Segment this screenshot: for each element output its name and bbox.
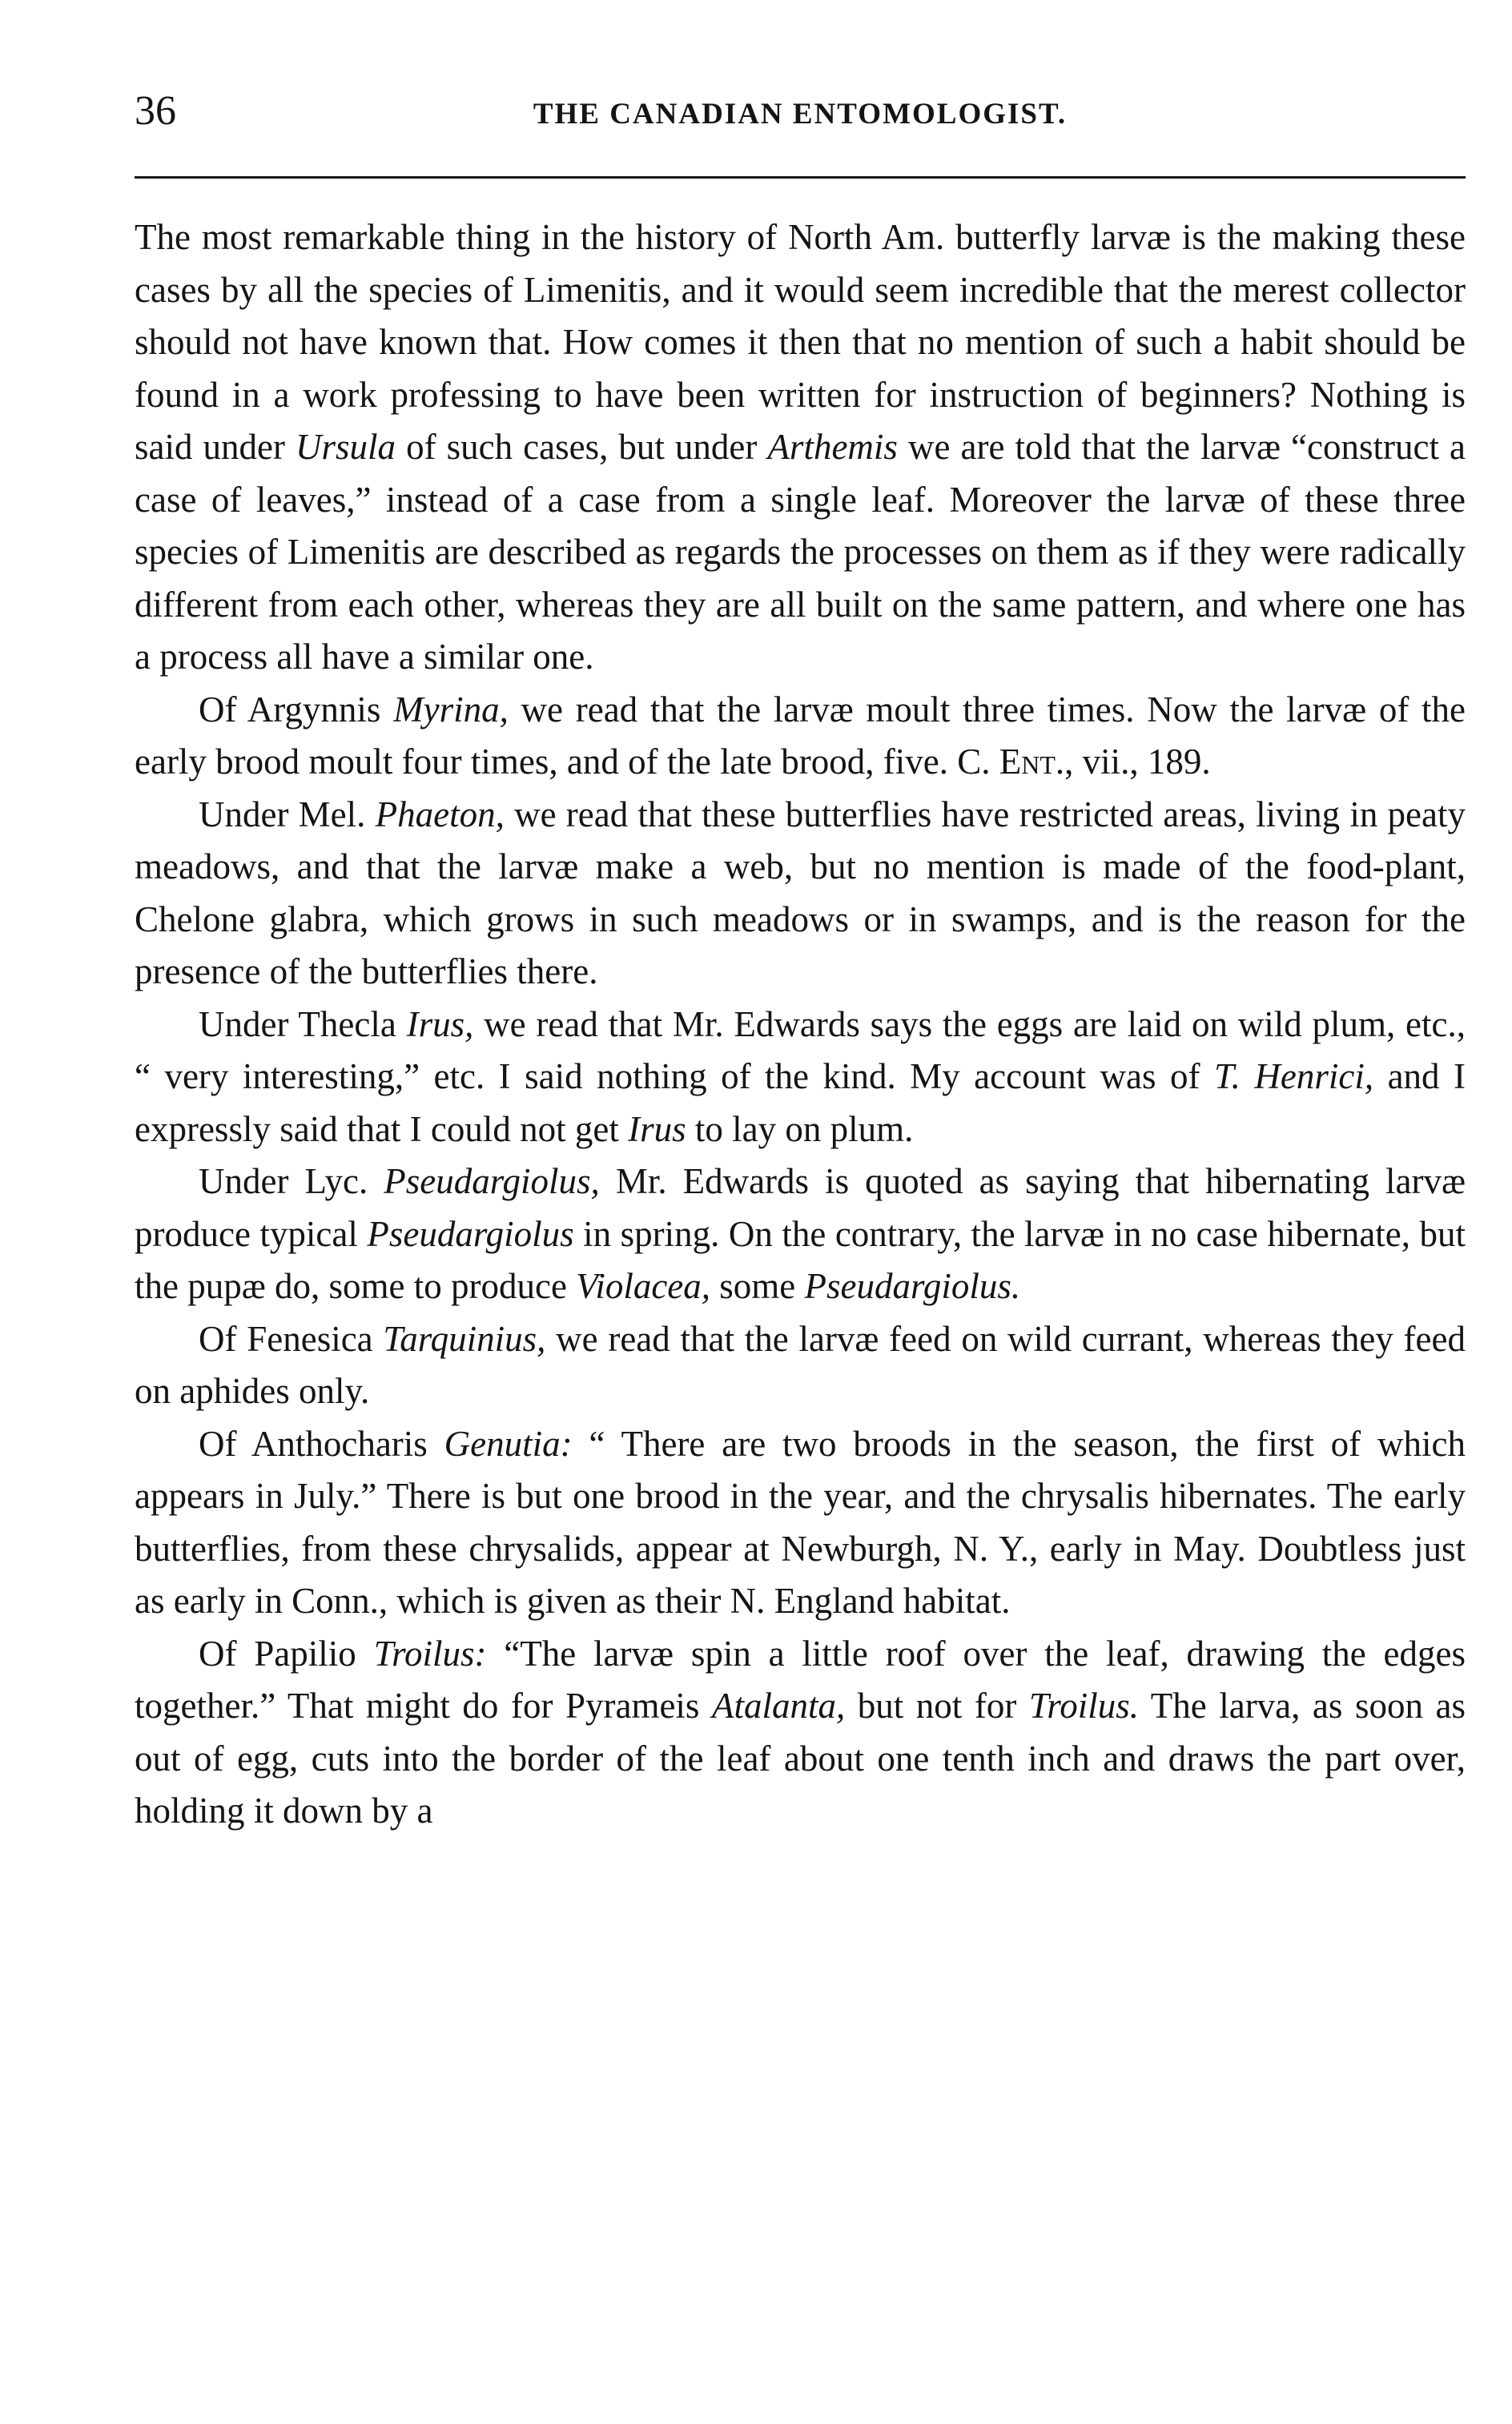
body-text	[135, 211, 1466, 1838]
text-run: Under Mel.	[199, 794, 376, 834]
paragraph	[135, 684, 1466, 789]
italic-text: Pseudargiolus.	[804, 1266, 1021, 1306]
text-run: we read that these butterflies have restricted areas, living in peaty meadows, and that the larvæ make a web, but no mention is made of the food-plant, Chelone glabra, which grows in such meadows or in swamps, and is the reason for the presence of the butterflies there.	[135, 794, 1466, 991]
text-run: Of Papilio	[199, 1633, 374, 1674]
text-run: Of Fenesica	[199, 1318, 384, 1359]
text-run: we read that Mr. Edwards says the eggs are laid on wild plum, etc., “ very interesting,” etc. I said nothing of the kind. My account was of	[135, 1003, 1466, 1096]
text-run: and I expressly said that I could not get	[135, 1056, 1466, 1149]
text-run: in spring. On the contrary, the larvæ in no case hibernate, but the pupæ do, some to produce	[135, 1213, 1466, 1306]
text-run: The larva, as soon as out of egg, cuts into the border of the leaf about one tenth inch and draws the part over, holding it down by a	[135, 1686, 1466, 1831]
paragraph	[135, 1418, 1466, 1628]
page-header	[135, 83, 1466, 139]
text-run: but not for	[845, 1686, 1029, 1726]
italic-text: Violacea,	[576, 1266, 711, 1306]
text-run: “ There are two broods in the season, the first of which appears in July.” There is but one brood in the year, and the chrysalis hibernates. The early butterflies, from these chrysalids, appear at Newburgh, N. Y., early in May. Doubtless just as early in Conn., which is given as their N. England habitat.	[135, 1423, 1466, 1621]
paragraph	[135, 1313, 1466, 1418]
text-run: Mr. Edwards is quoted as saying that hibernating larvæ produce typical	[135, 1161, 1466, 1254]
italic-text: Troilus:	[373, 1633, 487, 1674]
page-number: 36	[135, 88, 176, 134]
text-run: , vii., 189.	[1064, 742, 1211, 782]
italic-text: Pseudargiolus,	[384, 1161, 600, 1201]
paragraph	[135, 789, 1466, 999]
small-caps-text: Ent.	[999, 742, 1065, 782]
text-run: “The larvæ spin a little roof over the leaf, drawing the edges together.” That might do for Pyrameis	[135, 1633, 1466, 1726]
italic-text: T. Henrici,	[1213, 1056, 1374, 1096]
paragraph	[135, 1628, 1466, 1838]
paragraph	[135, 999, 1466, 1156]
italic-text: Arthemis	[767, 427, 898, 467]
text-run: some	[710, 1266, 805, 1306]
text-run: Under Thecla	[199, 1003, 407, 1044]
italic-text: Irus,	[406, 1003, 474, 1044]
italic-text: Irus	[628, 1108, 686, 1149]
text-run: of such cases, but under	[396, 427, 768, 467]
text-run: to lay on plum.	[686, 1108, 914, 1149]
text-run: we are told that the larvæ “construct a case of leaves,” instead of a case from a single leaf. Moreover the larvæ of these three species of Limenitis are described as regards the processes on them as if they were radically different from each other, whereas they are all built on the same pattern, and where one has a process all have a similar one.	[135, 427, 1466, 677]
text-run: Of Anthocharis	[199, 1423, 444, 1464]
text-run: The most remarkable thing in the history of North Am. butterfly larvæ is the making these cases by all the species of Limenitis, and it would seem incredible that the merest collector should not have known that. How comes it then that no mention of such a habit should be found in a work professing to have been written for instruction of beginners? Nothing is said under	[135, 217, 1466, 467]
text-run: we read that the larvæ moult three times. Now the larvæ of the early brood moult four times, and of the late brood, five. C.	[135, 689, 1466, 782]
text-run: Under Lyc.	[199, 1161, 384, 1201]
italic-text: Phaeton,	[375, 794, 505, 834]
text-run: we read that the larvæ feed on wild currant, whereas they feed on aphides only.	[135, 1318, 1466, 1411]
running-title: THE CANADIAN ENTOMOLOGIST.	[533, 98, 1068, 131]
paragraph	[135, 211, 1466, 684]
italic-text: Genutia:	[444, 1423, 573, 1464]
italic-text: Tarquinius,	[383, 1318, 546, 1359]
italic-text: Troilus.	[1028, 1686, 1139, 1726]
italic-text: Pseudargiolus	[367, 1213, 574, 1254]
italic-text: Atalanta,	[711, 1686, 846, 1726]
text-run: Of Argynnis	[199, 689, 394, 730]
italic-text: Myrina,	[393, 689, 509, 730]
paragraph	[135, 1156, 1466, 1313]
italic-text: Ursula	[296, 427, 396, 467]
header-rule	[135, 176, 1466, 179]
